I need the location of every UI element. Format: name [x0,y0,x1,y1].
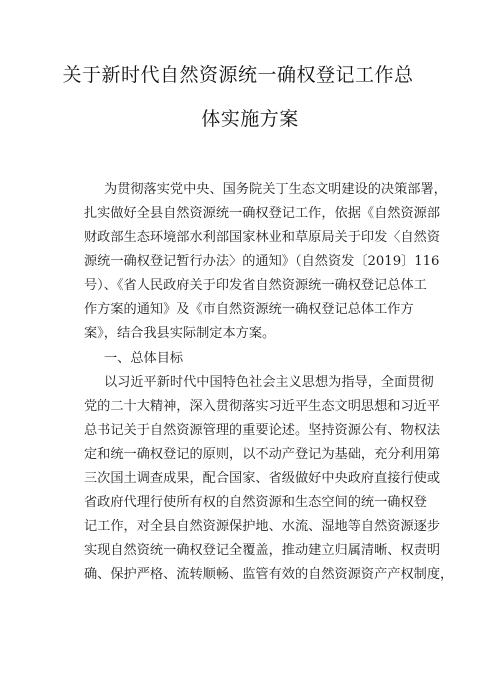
document-title-line-2: 体实施方案 [201,108,299,130]
body-paragraph-line: 为贯彻落实党中央、国务院关丁生态文明建设的决策部署， [104,182,447,197]
body-paragraph-line: 作方案的通知》及《市自然资源统一确权登记总体工作方 [84,302,414,317]
body-paragraph-line: 记工作，对全县自然资源保护地、水流、湿地等自然资源逐步 [84,519,441,534]
body-paragraph-line: 省政府代理行使所有权的自然资源和生态空间的统一确权登 [84,495,427,510]
body-paragraph-line: 扎实做好全县自然资源统一确权登记工作，依据《自然资源部 [84,206,441,221]
body-paragraph-line: 实现自然资统一确权登记全覆盖，推动建立归属清晰、权责明 [84,543,441,558]
body-paragraph-line: 财政部生态环境部水利部国家林业和草原局关于印发〈自然资 [84,230,441,245]
body-paragraph-line: 号）、《省人民政府关于印发省自然资源统一确权登记总体工 [84,278,427,293]
body-paragraph-line: 三次国土调查成果，配合国家、省级做好中央政府直接行使或 [84,471,441,486]
body-paragraph-line: 定和统一确权登记的原则，以不动产登记为基础，充分利用第 [84,447,441,462]
body-paragraph-line: 确、保护严格、流转顺畅、监管有效的自然资源资产产权制度， [84,567,454,582]
body-paragraph-line: 以习近平新时代中国特色社会主义思想为指导，全面贯彻 [104,375,434,390]
body-paragraph-line: 党的二十大精神，深入贯彻落实习近平生态文明思想和习近平 [84,399,441,414]
document-title-line-1: 关于新时代自然资源统一确权登记工作总 [62,64,414,86]
body-paragraph-line: 案》，结合我县实际制定本方案。 [84,326,276,341]
body-paragraph-line: 源统一确权登记暂行办法〉的通知》（自然资发〔2019〕116 [84,254,440,269]
section-heading: 一、总体目标 [104,351,184,366]
body-paragraph-line: 总书记关于自然资源管理的重要论述。坚持资源公有、物权法 [84,423,441,438]
